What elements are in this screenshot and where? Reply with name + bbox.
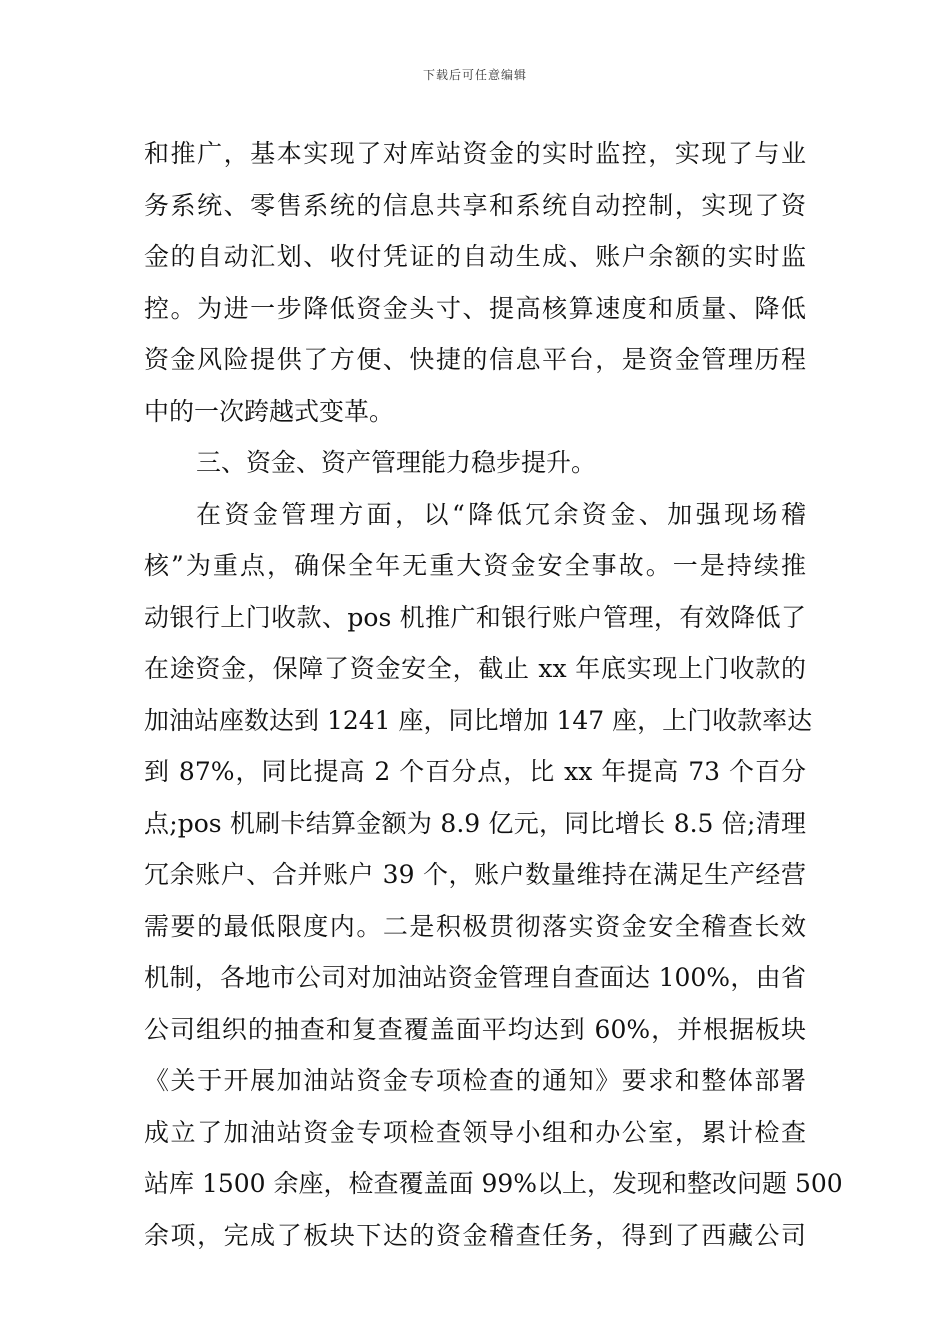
paragraph-1 [144,128,806,437]
text-line: 《关于开展加油站资金专项检查的通知》要求和整体部署 [144,1066,806,1095]
text-line: 需要的最低限度内。二是积极贯彻落实资金安全稽查长效 [144,911,806,941]
text-line: 金的自动汇划、收付凭证的自动生成、账户余额的实时监 [144,242,806,271]
text-line: 在途资金，保障了资金安全，截止 xx 年底实现上门收款的 [144,654,806,683]
text-line: 成立了加油站资金专项检查领导小组和办公室，累计检查 [144,1117,806,1147]
text-line: 和推广，基本实现了对库站资金的实时监控，实现了与业 [144,139,806,168]
text-line: 点;pos 机刷卡结算金额为 8.9 亿元，同比增长 8.5 倍;清理 [144,808,806,838]
heading-line: 三、资金、资产管理能力稳步提升。 [196,448,597,477]
text-line: 机制，各地市公司对加油站资金管理自查面达 100%，由省 [144,963,806,992]
text-line: 冗余账户、合并账户 39 个，账户数量维持在满足生产经营 [144,860,806,889]
text-line: 站库 1500 余座，检查覆盖面 99%以上，发现和整改问题 500 [144,1169,843,1198]
text-line: 中的一次跨越式变革。 [144,396,395,426]
text-line: 资金风险提供了方便、快捷的信息平台，是资金管理历程 [144,345,806,374]
text-line: 到 87%，同比提高 2 个百分点，比 xx 年提高 73 个百分 [144,757,806,786]
text-line: 动银行上门收款、pos 机推广和银行账户管理，有效降低了 [144,602,806,632]
text-line: 在资金管理方面，以“降低冗余资金、加强现场稽 [196,499,806,529]
document-body [144,128,843,1261]
text-line: 控。为进一步降低资金头寸、提高核算速度和质量、降低 [144,293,806,323]
page-header: 下载后可任意编辑 [422,68,527,82]
section-heading [144,437,806,489]
paragraph-3 [144,489,843,1262]
text-line: 余项，完成了板块下达的资金稽查任务，得到了西藏公司 [144,1220,806,1250]
text-line: 加油站座数达到 1241 座，同比增加 147 座，上门收款率达 [144,705,813,735]
text-line: 公司组织的抽查和复查覆盖面平均达到 60%，并根据板块 [144,1014,806,1044]
text-line: 务系统、零售系统的信息共享和系统自动控制，实现了资 [144,190,806,220]
text-line: 核”为重点，确保全年无重大资金安全事故。一是持续推 [144,551,806,580]
